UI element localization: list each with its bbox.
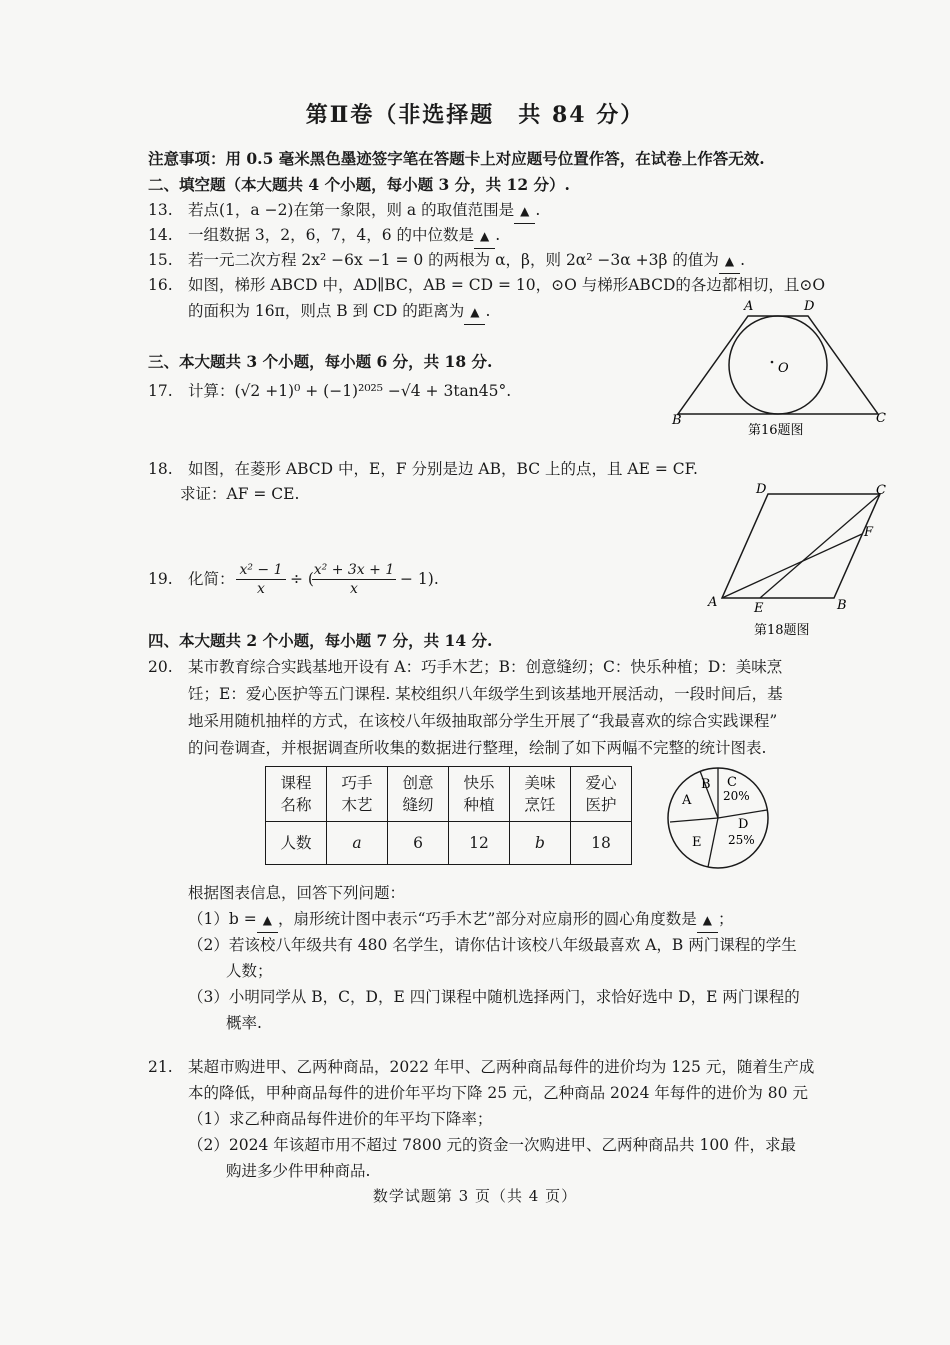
- fig16-label-c: C: [876, 411, 886, 426]
- pie-slice-label-a: A: [682, 793, 692, 808]
- course-statistics-table: [265, 766, 632, 865]
- q20-part-1: （1）b = ▲ ，扇形统计图中表示“巧手木艺”部分对应扇形的圆心角度数是 ▲ ；: [188, 908, 734, 933]
- fig16-label-o: O: [778, 361, 789, 376]
- q20-intro: 根据图表信息，回答下列问题：: [188, 884, 406, 902]
- question-20-line-3: 地采用随机抽样的方式，在该校八年级抽取部分学生开展了“我最喜欢的综合实践课程”: [188, 712, 778, 730]
- rhombus-abcd: [722, 494, 880, 598]
- table-cell: 18: [571, 822, 632, 865]
- pie-divider: [708, 818, 718, 867]
- q14-text: 一组数据 3，2，6，7，4，6 的中位数是: [188, 226, 475, 244]
- question-16-cont: 的面积为 16π，则点 B 到 CD 的距离为 ▲ .: [188, 300, 490, 325]
- q18-number: 18.: [148, 460, 173, 478]
- q13-answer-blank: ▲: [514, 200, 535, 224]
- table-header-cell: 快乐 种植: [449, 767, 510, 822]
- table-header-cell: 创意 缝纫: [388, 767, 449, 822]
- q20-number: 20.: [148, 658, 173, 676]
- q17-text: 计算：(√2 +1)⁰ + (−1)²⁰²⁵ −√4 + 3tan45°.: [188, 382, 512, 400]
- part-title: 第Ⅱ卷（非选择题 共 84 分）: [305, 102, 645, 128]
- table-header-cell: 爱心 医护: [571, 767, 632, 822]
- table-header-cell: 课程 名称: [266, 767, 327, 822]
- q20-part-3: （3）小明同学从 B，C，D，E 四门课程中随机选择两门，求恰好选中 D，E 两门课程的: [188, 988, 800, 1006]
- q14-answer-blank: ▲: [474, 225, 495, 249]
- fig16-label-a: A: [744, 299, 754, 314]
- q18-line1: 如图，在菱形 ABCD 中，E，F 分别是边 AB，BC 上的点，且 AE = CF.: [188, 460, 698, 478]
- q16-answer-blank: ▲: [464, 301, 485, 325]
- page-footer: 数学试题第 3 页（共 4 页）: [372, 1187, 578, 1205]
- q16-number: 16.: [148, 276, 173, 294]
- question-14: 14. 一组数据 3，2，6，7，4，6 的中位数是 ▲ .: [148, 224, 500, 249]
- q15-number: 15.: [148, 251, 173, 269]
- q17-number: 17.: [148, 382, 173, 400]
- q20-b-answer-blank: ▲: [257, 909, 278, 933]
- q19-fraction-1: [236, 561, 286, 598]
- question-20-line-4: 的问卷调查，并根据调查所收集的数据进行整理，绘制了如下两幅不完整的统计图表.: [188, 739, 767, 757]
- q21-number: 21.: [148, 1058, 173, 1076]
- table-cell: b: [510, 822, 571, 865]
- q20-part-3-cont: 概率.: [226, 1014, 262, 1032]
- pie-slice-percent-c: 20%: [723, 789, 750, 803]
- table-cell: a: [327, 822, 388, 865]
- fig18-label-d: D: [756, 482, 767, 497]
- pie-slice-label-c: C: [727, 775, 737, 790]
- question-16: [148, 274, 825, 296]
- pie-chart: [656, 764, 780, 872]
- segment-af: [722, 534, 862, 598]
- q13-text: 若点(1，a −2)在第一象限，则 a 的取值范围是: [188, 201, 515, 219]
- table-row: [266, 822, 632, 865]
- q18-line2: 求证：AF = CE.: [180, 485, 300, 503]
- q13-number: 13.: [148, 201, 173, 219]
- q19-operator: ÷ (: [290, 570, 314, 588]
- pie-slice-label-b: B: [701, 777, 711, 792]
- fig16-caption: 第16题图: [748, 423, 804, 438]
- table-header-row: [266, 767, 632, 822]
- q19-prefix: 化简：: [188, 570, 235, 588]
- q19-frac1-denominator: x: [257, 581, 265, 597]
- fig18-label-b: B: [837, 598, 847, 613]
- q21-part-2: （2）2024 年该超市用不超过 7800 元的资金一次购进甲、乙两种商品共 100 件，求最: [188, 1136, 796, 1154]
- q20-angle-answer-blank: ▲: [697, 909, 718, 933]
- fig16-label-d: D: [804, 299, 815, 314]
- q19-tail: − 1).: [400, 570, 439, 588]
- segment-ce: [760, 494, 880, 598]
- table-cell: 人数: [266, 822, 327, 865]
- table-cell: 12: [449, 822, 510, 865]
- table-header-cell: 巧手 木艺: [327, 767, 388, 822]
- q20-part-2: （2）若该校八年级共有 480 名学生，请你估计该校八年级最喜欢 A，B 两门课程的学生: [188, 936, 797, 954]
- table-header-cell: 美味 烹饪: [510, 767, 571, 822]
- pie-slice-label-d: D: [738, 817, 749, 832]
- q16-line2: 的面积为 16π，则点 B 到 CD 的距离为: [188, 302, 465, 320]
- q20-part-2-cont: 人数；: [226, 962, 273, 980]
- fig18-label-a: A: [708, 595, 718, 610]
- question-18: [148, 458, 698, 480]
- q21-part-1: （1）求乙种商品每件进价的年平均下降率；: [188, 1110, 493, 1128]
- q15-text: 若一元二次方程 2x² −6x −1 = 0 的两根为 α，β，则 2α² −3α +3β 的值为: [188, 251, 719, 269]
- q15-answer-blank: ▲: [719, 250, 740, 274]
- fig16-label-b: B: [672, 413, 682, 428]
- q19-number: 19.: [148, 570, 173, 588]
- center-point-o: [771, 361, 774, 364]
- section3-heading: 三、本大题共 3 个小题，每小题 6 分，共 18 分.: [148, 352, 493, 371]
- q14-number: 14.: [148, 226, 173, 244]
- q19-frac2-denominator: x: [350, 581, 358, 597]
- pie-slice-percent-d: 25%: [728, 833, 755, 847]
- pie-slice-label-e: E: [692, 835, 702, 850]
- question-13: 13. 若点(1，a −2)在第一象限，则 a 的取值范围是 ▲ .: [148, 199, 540, 224]
- fig18-label-e: E: [754, 601, 764, 616]
- section4-heading: 四、本大题共 2 个小题，每小题 7 分，共 14 分.: [148, 631, 493, 650]
- figure-16: [668, 296, 890, 442]
- q19-frac1-numerator: x² − 1: [236, 561, 286, 580]
- fig18-label-c: C: [876, 483, 886, 498]
- table-cell: 6: [388, 822, 449, 865]
- question-21-line-2: 本的降低，甲种商品每件的进价年平均下降 25 元，乙种商品 2024 年每件的进价为 80 元: [188, 1084, 808, 1102]
- q16-line1: 如图，梯形 ABCD 中，AD∥BC，AB = CD = 10，⊙O 与梯形ABCD的各边都相切，且⊙O: [188, 276, 826, 294]
- fig18-caption: 第18题图: [754, 623, 810, 638]
- pie-divider: [670, 818, 718, 822]
- q21-part-2-cont: 购进多少件甲种商品.: [226, 1162, 371, 1180]
- question-15: 15. 若一元二次方程 2x² −6x −1 = 0 的两根为 α，β，则 2α² −3α +3β 的值为 ▲ .: [148, 249, 745, 274]
- q19-fraction-2: [312, 561, 396, 598]
- question-21-line-1: 21. 某超市购进甲、乙两种商品，2022 年甲、乙两种商品每件的进价均为 125 元，随着生产成: [148, 1058, 815, 1076]
- q19-frac2-numerator: x² + 3x + 1: [313, 562, 395, 578]
- question-19: [148, 568, 235, 590]
- figure-18: [700, 478, 890, 640]
- fig18-label-f: F: [864, 525, 874, 540]
- notice-text: 注意事项：用 0.5 毫米黑色墨迹签字笔在答题卡上对应题号位置作答，在试卷上作答无效.: [148, 149, 765, 168]
- question-20-line-1: 20. 某市教育综合实践基地开设有 A：巧手木艺；B：创意缝纫；C：快乐种植；D：美味烹: [148, 658, 783, 676]
- question-17: [148, 380, 511, 402]
- question-20-line-2: 饪；E：爱心医护等五门课程. 某校组织八年级学生到该基地开展活动，一段时间后，基: [188, 685, 783, 703]
- section2-heading: 二、填空题（本大题共 4 个小题，每小题 3 分，共 12 分）.: [148, 175, 570, 194]
